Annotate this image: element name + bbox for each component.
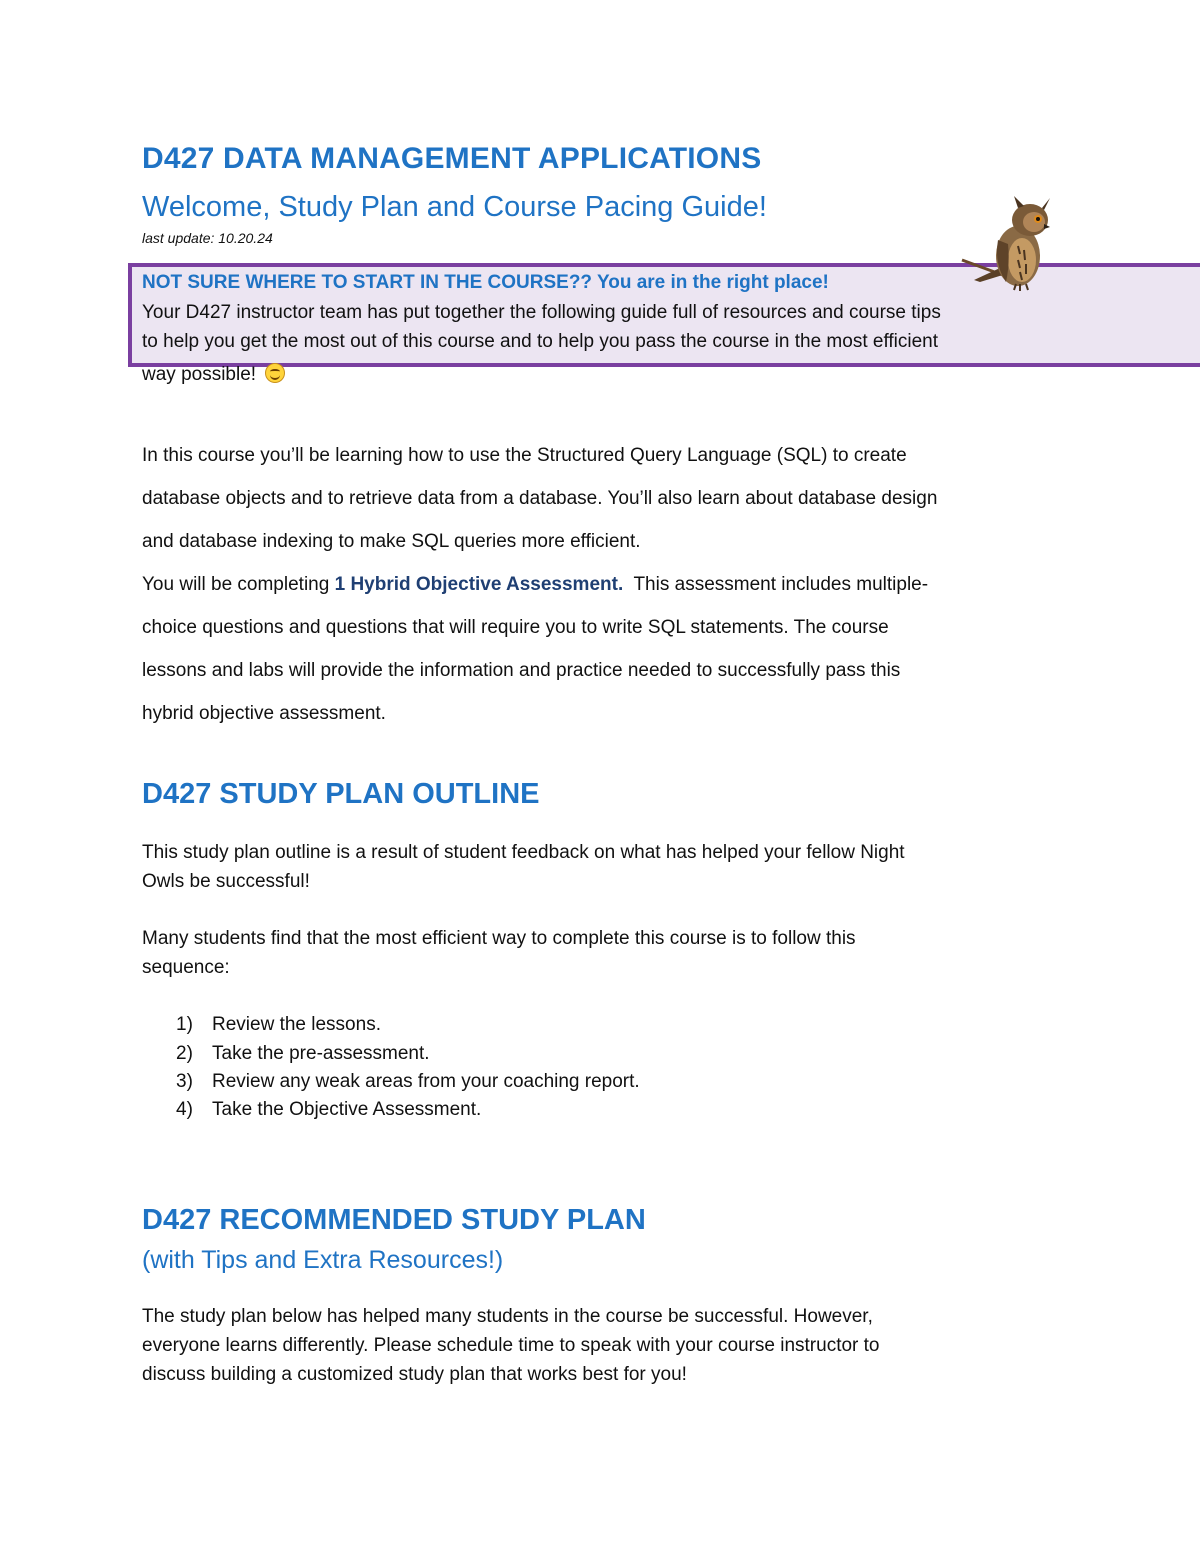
owl-drawing	[962, 196, 1050, 291]
list-item-text: Review the lessons.	[212, 1014, 381, 1035]
smiley-icon	[265, 363, 285, 383]
callout-line-2: to help you get the most out of this course and to help you pass the course in the most efficient	[142, 331, 939, 352]
outline-p2-line-2: sequence:	[142, 957, 230, 978]
list-item	[176, 1071, 640, 1093]
list-item	[176, 1014, 381, 1036]
intro-line-1: In this course you’ll be learning how to use the Structured Query Language (SQL) to create	[142, 445, 907, 466]
recommended-line-2: everyone learns differently. Please schedule time to speak with your course instructor to	[142, 1335, 880, 1356]
intro-line-7: hybrid objective assessment.	[142, 703, 386, 724]
list-item-number: 4)	[176, 1099, 193, 1120]
outline-p2-line-1: Many students find that the most efficient way to complete this course is to follow this	[142, 928, 856, 949]
last-update-text: last update: 10.20.24	[142, 230, 273, 246]
document-title: D427 DATA MANAGEMENT APPLICATIONS	[142, 142, 762, 175]
callout-line-3: way possible!	[142, 364, 257, 385]
recommended-heading: D427 RECOMMENDED STUDY PLAN	[142, 1204, 646, 1236]
recommended-line-3: discuss building a customized study plan that works best for you!	[142, 1364, 687, 1385]
owl-icon	[960, 194, 1056, 294]
list-item-number: 1)	[176, 1014, 193, 1035]
outline-p1-line-1: This study plan outline is a result of student feedback on what has helped your fellow Night	[142, 842, 905, 863]
recommended-subheading: (with Tips and Extra Resources!)	[142, 1246, 504, 1274]
list-item-number: 2)	[176, 1043, 193, 1064]
list-item	[176, 1043, 430, 1065]
intro-line-5: choice questions and questions that will require you to write SQL statements. The course	[142, 617, 889, 638]
callout-title: NOT SURE WHERE TO START IN THE COURSE?? You are in the right place!	[142, 272, 829, 293]
recommended-line-1: The study plan below has helped many students in the course be successful. However,	[142, 1306, 873, 1327]
intro-line-3: and database indexing to make SQL queries more efficient.	[142, 531, 641, 552]
list-item-number: 3)	[176, 1071, 193, 1092]
intro-line-6: lessons and labs will provide the information and practice needed to successfully pass this	[142, 660, 901, 681]
document-subtitle: Welcome, Study Plan and Course Pacing Guide!	[142, 191, 767, 223]
callout-line-3-wrap	[142, 363, 285, 386]
list-item-text: Review any weak areas from your coaching report.	[212, 1071, 640, 1092]
list-item	[176, 1099, 481, 1121]
intro-line-2: database objects and to retrieve data from a database. You’ll also learn about database design	[142, 488, 938, 509]
intro-line-4-post: This assessment includes multiple-	[623, 574, 929, 595]
intro-line-4	[142, 574, 928, 596]
hybrid-assessment-highlight: 1 Hybrid Objective Assessment.	[334, 574, 624, 595]
callout-line-1: Your D427 instructor team has put together the following guide full of resources and course tips	[142, 302, 941, 323]
list-item-text: Take the pre-assessment.	[212, 1043, 430, 1064]
outline-p1-line-2: Owls be successful!	[142, 871, 310, 892]
outline-heading: D427 STUDY PLAN OUTLINE	[142, 778, 540, 810]
intro-line-4-pre: You will be completing	[142, 574, 335, 595]
list-item-text: Take the Objective Assessment.	[212, 1099, 482, 1120]
